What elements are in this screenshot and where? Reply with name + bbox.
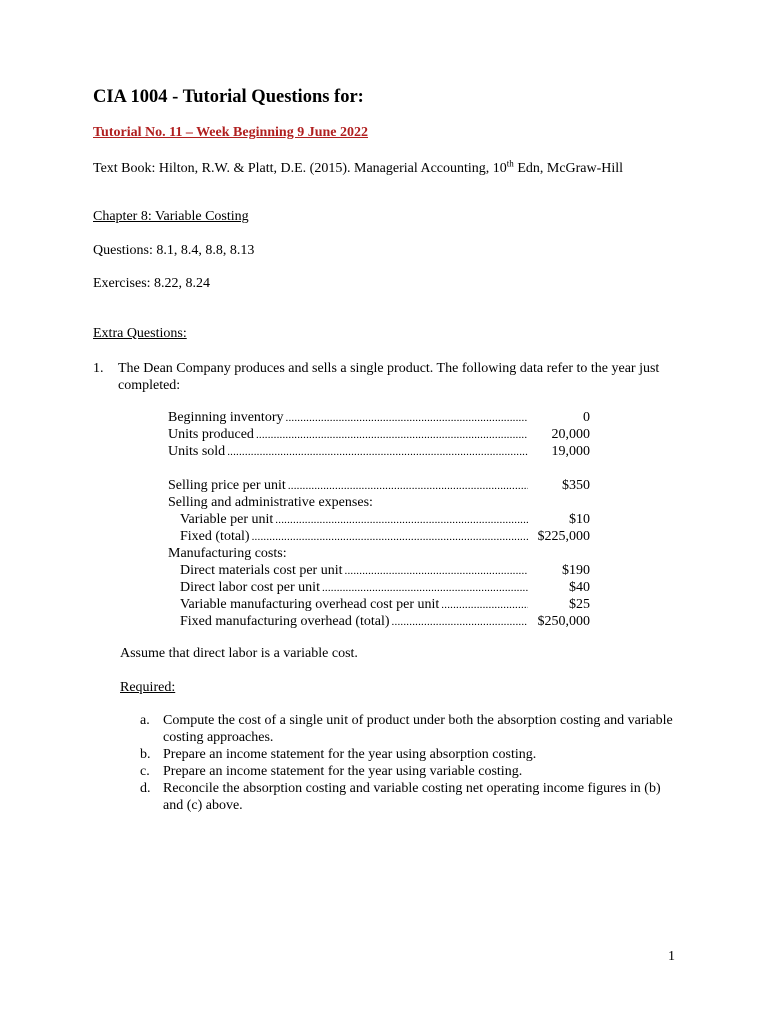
textbook-reference [93,160,673,177]
data-row-label: Units produced [168,427,254,442]
requirement-text: Reconcile the absorption costing and variable costing net operating income figures in (b) and (c) above. [163,781,661,813]
dot-leader [252,529,528,546]
data-row-label: Direct materials cost per unit [180,563,343,578]
data-row-value: 20,000 [551,427,590,442]
data-row [168,613,590,630]
data-row-label: Fixed (total) [180,529,250,544]
dot-leader [256,427,528,444]
requirement-letter: a. [140,713,150,728]
exercises-list: Exercises: 8.22, 8.24 [93,276,211,291]
dot-leader [288,478,528,495]
requirement-text: Prepare an income statement for the year using absorption costing. [163,747,537,762]
data-row [168,562,590,579]
tutorial-heading: Tutorial No. 11 – Week Beginning 9 June 2022 [93,125,368,140]
dot-leader [286,410,529,427]
dot-leader [392,614,528,631]
data-row-value: $190 [562,563,590,578]
requirement-item [140,763,680,780]
data-row [168,477,590,494]
data-row [168,426,590,443]
requirement-letter: b. [140,747,151,762]
data-row-value: $250,000 [537,614,590,629]
requirement-letter: c. [140,764,150,779]
document-title: CIA 1004 - Tutorial Questions for: [93,87,364,107]
data-row-label: Variable manufacturing overhead cost per unit [180,597,440,612]
dot-leader [345,563,529,580]
data-row [168,494,590,511]
data-row-value: 19,000 [551,444,590,459]
assumption-text: Assume that direct labor is a variable cost. [120,646,358,661]
requirement-item [140,712,680,746]
data-row [168,511,590,528]
data-row-label: Selling and administrative expenses: [168,495,373,510]
data-row-value: 0 [583,410,590,425]
requirement-letter: d. [140,781,151,796]
requirement-text: Compute the cost of a single unit of product under both the absorption costing and variable costing approaches. [163,713,673,745]
dot-leader [322,580,528,597]
page-number: 1 [668,949,675,964]
requirement-text: Prepare an income statement for the year using variable costing. [163,764,523,779]
data-row-label: Beginning inventory [168,410,284,425]
question-number: 1. [93,361,104,376]
required-heading: Required: [120,680,176,695]
data-row-value: $10 [569,512,590,527]
data-row-label: Selling price per unit [168,478,286,493]
requirement-item [140,746,680,763]
requirement-item [140,780,680,814]
data-row-value: $350 [562,478,590,493]
dot-leader [441,597,528,614]
data-row-label: Direct labor cost per unit [180,580,320,595]
data-row-value: $225,000 [537,529,590,544]
textbook-edition-superscript: th [506,158,514,169]
questions-list: Questions: 8.1, 8.4, 8.8, 8.13 [93,243,255,258]
data-row-label: Units sold [168,444,226,459]
data-row-label: Variable per unit [180,512,274,527]
extra-questions-heading: Extra Questions: [93,326,187,341]
question-intro: The Dean Company produces and sells a single product. The following data refer to the year just completed: [118,361,660,393]
chapter-heading: Chapter 8: Variable Costing [93,209,249,224]
data-row [168,528,590,545]
dot-leader [227,444,528,461]
data-row-label: Manufacturing costs: [168,546,287,561]
data-row [168,545,590,562]
data-row [168,579,590,596]
data-row [168,409,590,426]
data-row [168,596,590,613]
data-row-value: $40 [569,580,590,595]
dot-leader [275,512,528,529]
data-row-value: $25 [569,597,590,612]
textbook-suffix: Edn, McGraw-Hill [513,161,624,176]
data-row-label: Fixed manufacturing overhead (total) [180,614,390,629]
textbook-prefix: Text Book: Hilton, R.W. & Platt, D.E. (2015). Managerial Accounting, 10 [93,161,507,176]
data-row [168,443,590,460]
